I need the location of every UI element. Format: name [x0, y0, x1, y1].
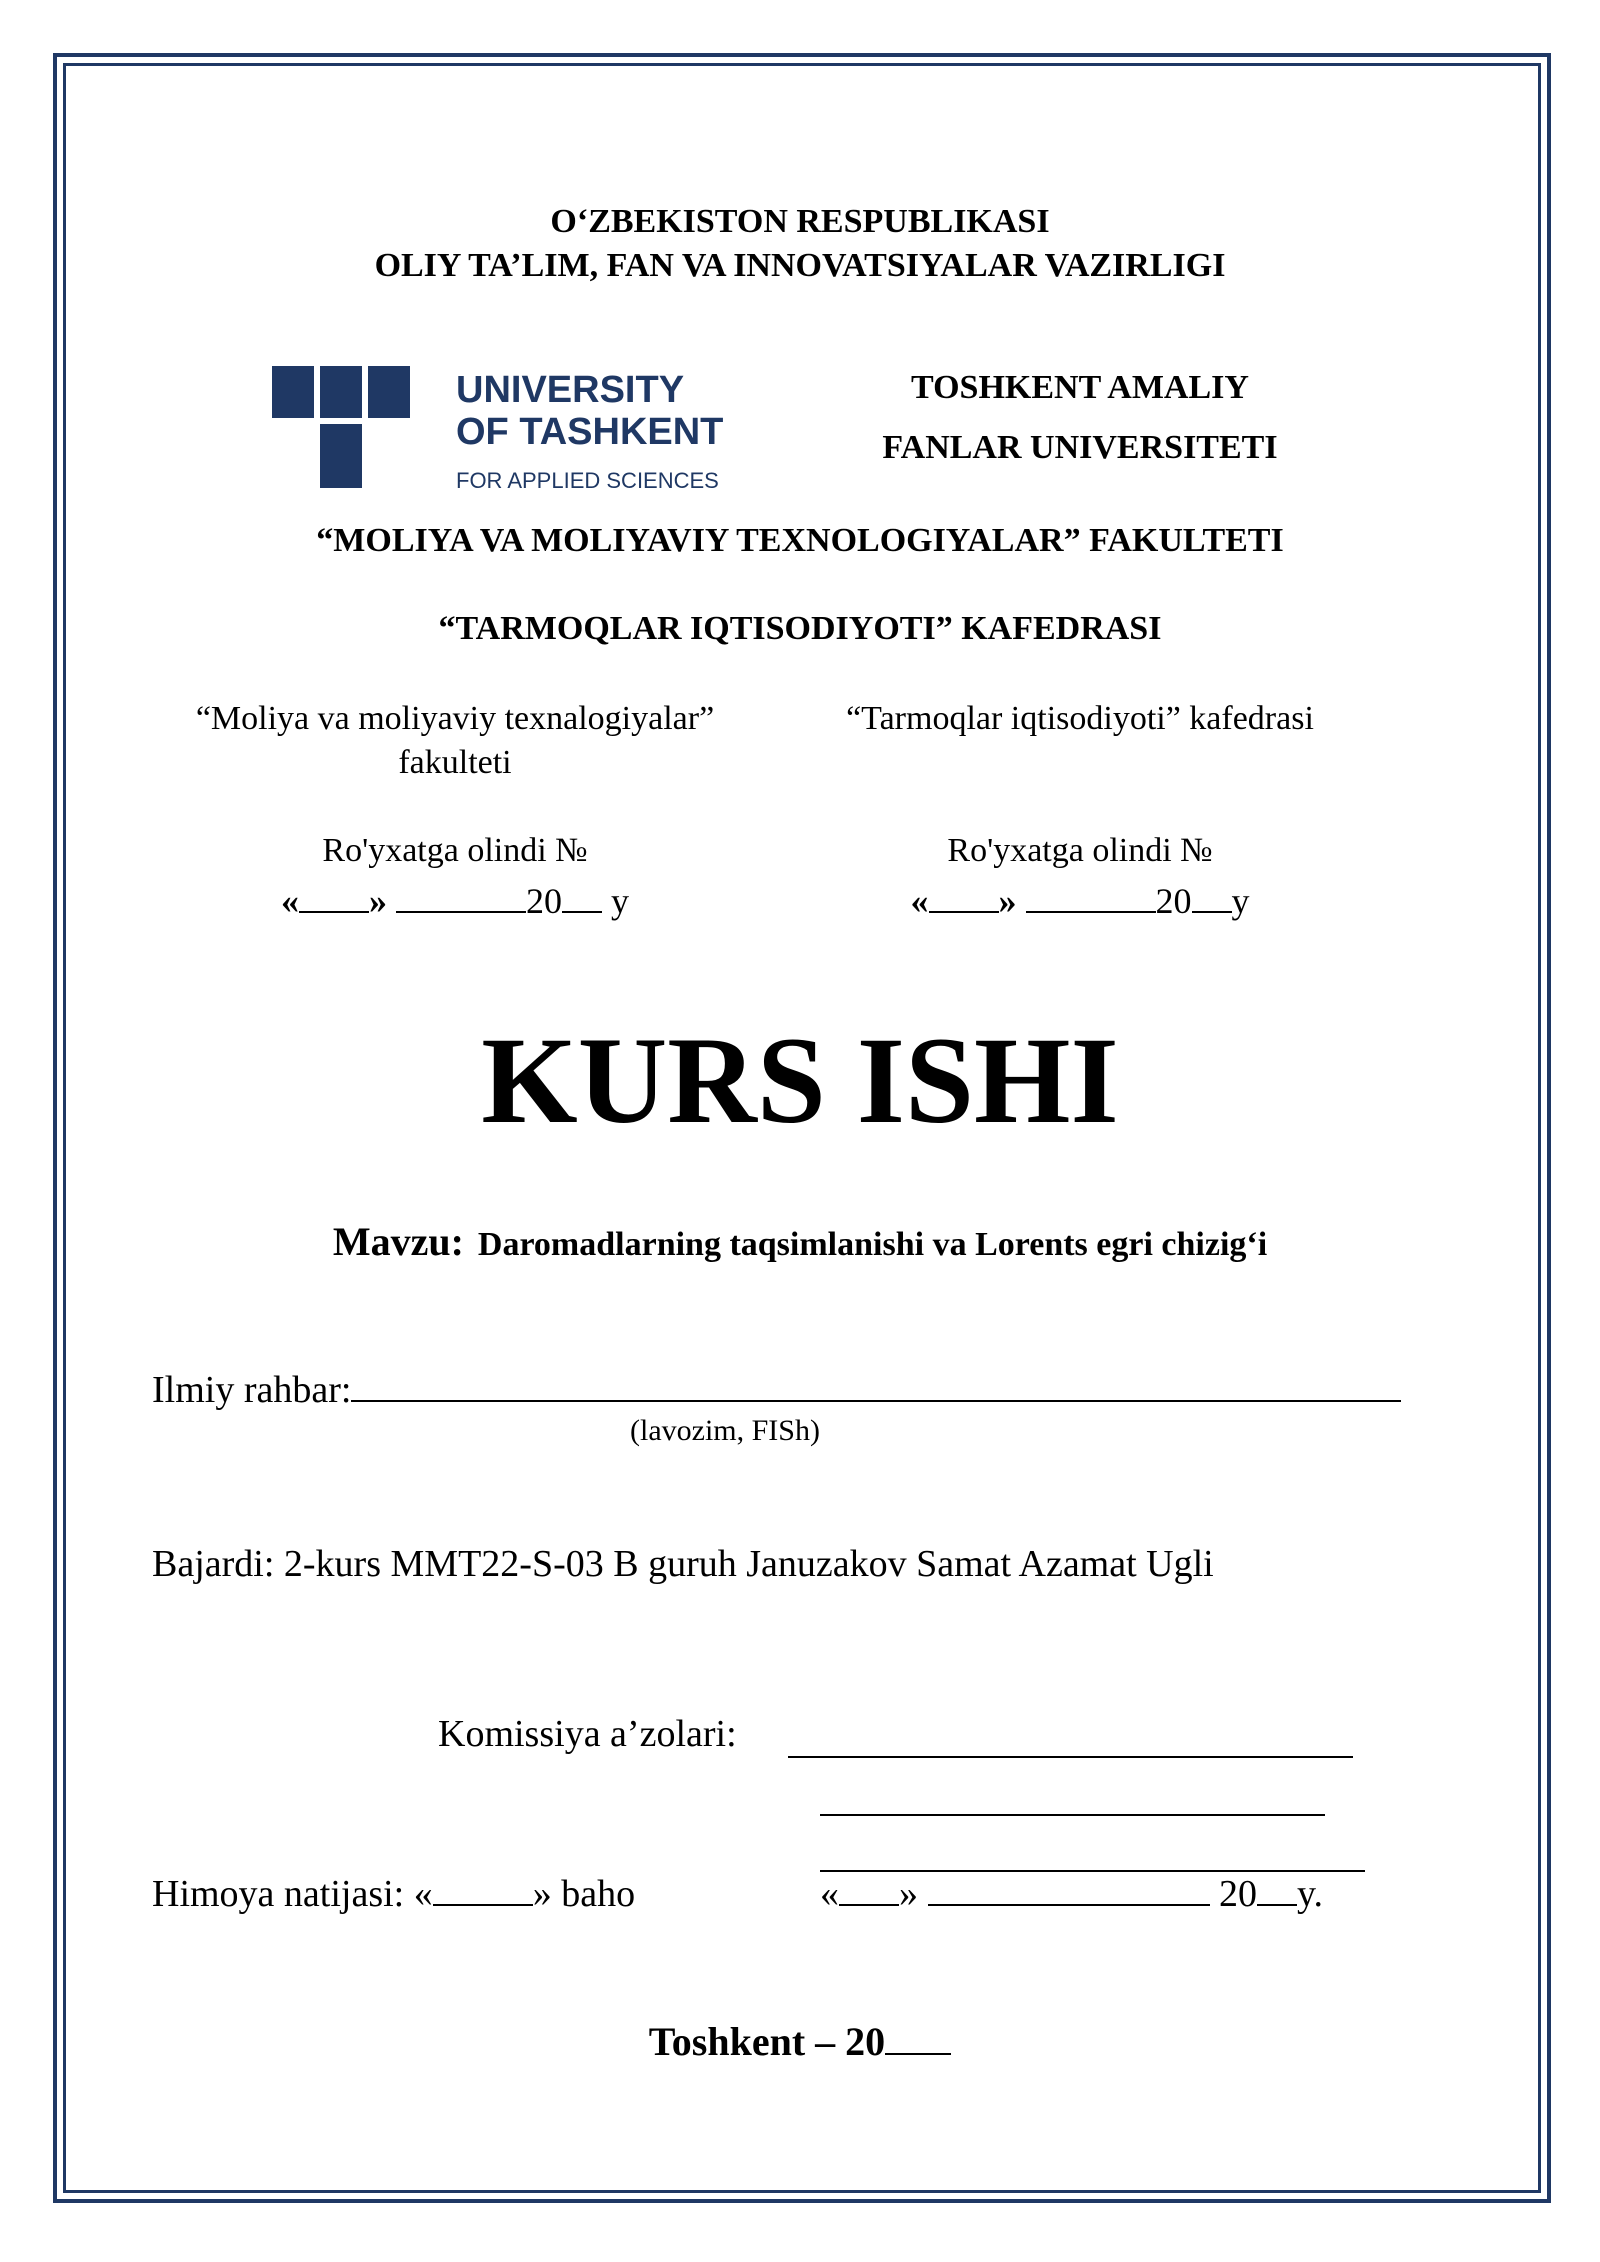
- defense-label: Himoya natijasi: «: [152, 1873, 433, 1915]
- left-month-blank: [396, 881, 526, 913]
- logo-line2: OF TASHKENT: [456, 411, 724, 453]
- left-day-blank: [299, 881, 369, 913]
- left-year-blank: [562, 881, 602, 913]
- supervisor-blank: [351, 1370, 1401, 1402]
- topic: [0, 1218, 1600, 1265]
- right-registration: [790, 826, 1370, 926]
- city-year-blank: [885, 2019, 951, 2055]
- right-year: 20: [1155, 881, 1192, 921]
- right-department-label: [790, 697, 1370, 741]
- commission-blank-2: [820, 1780, 1325, 1816]
- defense-date-close: »: [899, 1873, 918, 1915]
- topic-label: Mavzu:: [332, 1219, 464, 1264]
- right-month-blank: [1026, 881, 1156, 913]
- right-date-close: »: [998, 881, 1017, 921]
- commission-blank-3: [820, 1836, 1365, 1872]
- logo-line3: FOR APPLIED SCIENCES: [456, 468, 719, 493]
- defense-result: [152, 1872, 635, 1916]
- supervisor-hint: (lavozim, FISh): [630, 1414, 820, 1447]
- right-registration-label: Ro'yxatga olindi №: [947, 832, 1213, 869]
- left-date-close: »: [369, 881, 387, 921]
- left-faculty-label: [140, 697, 770, 785]
- left-year: 20: [526, 881, 562, 921]
- defense-month-blank: [928, 1874, 1210, 1906]
- defense-year-blank: [1257, 1874, 1297, 1906]
- defense-year-suffix: y.: [1297, 1873, 1324, 1915]
- defense-day-blank: [839, 1874, 899, 1906]
- left-faculty-label-line1: “Moliya va moliyaviy texnalogiyalar”: [195, 700, 715, 737]
- logo-line1: UNIVERSITY: [456, 369, 685, 411]
- defense-date: [820, 1872, 1323, 1916]
- city-name: Toshkent – 20: [648, 2019, 886, 2064]
- commission-label: Komissiya a’zolari:: [438, 1713, 737, 1755]
- faculty-title: “MOLIYA VA MOLIYAVIY TEXNOLOGIYALAR” FAKULTETI: [316, 522, 1284, 559]
- department-title: “TARMOQLAR IQTISODIYOTI” KAFEDRASI: [438, 610, 1162, 647]
- defense-date-open: «: [820, 1873, 839, 1915]
- topic-value: Daromadlarning taqsimlanishi va Lorents egri chizig‘i: [477, 1226, 1268, 1263]
- defense-suffix: » baho: [532, 1873, 636, 1915]
- university-line2: FANLAR UNIVERSITETI: [882, 429, 1278, 466]
- defense-year: 20: [1219, 1873, 1257, 1915]
- university-logo-mark: [270, 360, 724, 500]
- left-registration-date: [140, 876, 770, 926]
- ministry-line1: O‘ZBEKISTON RESPUBLIKASI: [550, 203, 1050, 240]
- right-year-suffix: y: [1231, 881, 1250, 921]
- ministry-line2: OLIY TA’LIM, FAN VA INNOVATSIYALAR VAZIRLIGI: [374, 247, 1226, 284]
- left-faculty-label-line2: fakulteti: [398, 744, 512, 781]
- left-registration-label: Ro'yxatga olindi №: [322, 832, 588, 869]
- defense-grade-blank: [433, 1874, 533, 1906]
- supervisor-field: [152, 1368, 1401, 1412]
- right-year-blank: [1192, 881, 1232, 913]
- document-title: KURS ISHI: [481, 1012, 1119, 1149]
- university-logo: [270, 360, 724, 500]
- commission-blank-1: [788, 1722, 1353, 1758]
- left-registration: [140, 826, 770, 926]
- city-year: [0, 2018, 1600, 2065]
- right-day-blank: [929, 881, 999, 913]
- right-date-open: «: [910, 881, 929, 921]
- university-line1: TOSHKENT AMALIY: [911, 369, 1249, 406]
- university-name: [830, 358, 1330, 478]
- left-date-open: «: [281, 881, 299, 921]
- left-year-suffix: y: [611, 881, 629, 921]
- ministry-header: [0, 200, 1600, 288]
- supervisor-label: Ilmiy rahbar:: [152, 1369, 352, 1411]
- right-department-label-line1: “Tarmoqlar iqtisodiyoti” kafedrasi: [846, 700, 1314, 737]
- right-registration-date: [790, 876, 1370, 926]
- performer: Bajardi: 2-kurs MMT22-S-03 B guruh Januzakov Samat Azamat Ugli: [152, 1543, 1214, 1585]
